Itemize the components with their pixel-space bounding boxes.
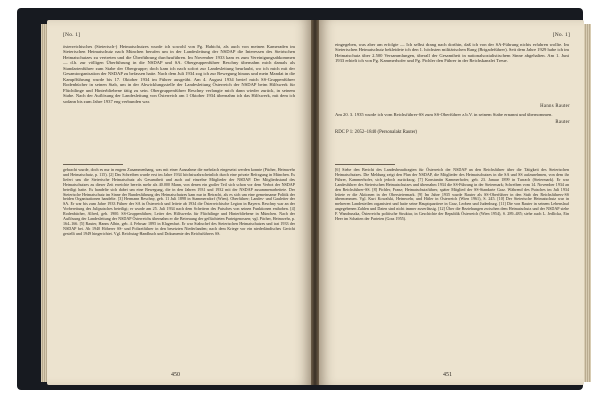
left-page-number: 450 [171, 372, 180, 378]
right-page-header: [No. 1] [552, 32, 570, 38]
left-footnote-separator [63, 164, 123, 165]
book [17, 8, 583, 390]
left-page-header: [No. 1] [63, 32, 81, 38]
left-footnotes-paragraph: gebracht wurde, doch es nur in engem Zusammenhang, was mit einer Ausnahme die mehrfach eingesetzt werden konnte (Pächer, Heimwehr und Heimatschutz, p. 115). [2] Das Schreiben wurde erst im Jahre 1934 höchstwahrscheinlich durch eine private Befragung in München. Es liefert uns die Steierische Heimatschutz als Gesamtheit und auch auf einzelne Mitglieder der NSDAP. Der Mitgliedsstand des Heimatschutzes zu dieser Zeit erreichte bereits mehr als 40.000 Mann, von denen ein großer Teil sich schon vor dem Verbot der NSDAP beteiligt hatte. Es handelte sich dabei um eine Bewegung, die in den Jahren 1931 und 1932 mit der NSDAP zusammenarbeitete. Der Steierische Heimatschutz im Sinne der Bundesführung des Heimatschutzes kam nur in Betracht, als es sich um eine gemeinsame Politik der beiden Organisationen handelte. [3] Hermann Reschny, geb. 11 Juli 1898 in Stammersdorf (Wien). Oberführer; Landes- und Gauleiter der SA. Er war bis zum Jahre 1933 Führer der SA in Österreich und leitete ab 1934 die Österreichische Legion in Bayern. Reschny war an der Vorbereitung des Juliputsches beteiligt; er wurde am 25. Juli 1934 nach dem Scheitern des Putsches von seinen Funktionen enthoben. [4] Rodenbücher, Alfred, geb. 1900. SS-Gruppenführer, Leiter des Hilfswerks für Flüchtlinge und Hinterbliebene in München. Nach der Auflösung der Landesleitung der NSDAP Österreichs übernahm er die Betreuung der geflüchteten Parteigenossen; vgl. Pächer, Heimwehr, p. 164–166. [5] Rauter, Hanns Albin, geb. 4. Februar 1895 in Klagenfurt. Er war Stabschef des Steierischen Heimatschutzes und trat 1933 der NSDAP bei. Ab 1940 Höherer SS- und Polizeiführer in den besetzten Niederlanden; nach dem Kriege vor ein niederländisches Gericht gestellt und 1949 hingerichtet. Vgl. Reichstag-Handbuch und Dokumente des Reichsführers SS. [63, 167, 295, 236]
right-doc2-text [335, 112, 569, 117]
left-page-footnotes [63, 168, 295, 237]
left-page-main-text [63, 44, 295, 104]
right-page-number: 451 [443, 372, 452, 378]
right-footnote-separator [335, 164, 395, 165]
right-footnotes-paragraph: [6] Siehe den Bericht des Landesbeauftragten für Österreich der NSDAP an den Reichsführer über die Tätigkeit des Steierischen Heimatschutzes. Die Meldung zeigt den Plan der NSDAP, die Mitglieder des Heimatschutzes in die SA und SS aufzunehmen, von dem ihr Führer, Kammerhofer, sich jedoch zurückzog. [7] Konstantin Kammerhofer, geb. 23. Januar 1899 in Turrach (Steiermark). Er war Landesführer des Steierischen Heimatschutzes und übernahm 1934 die SS-Führung in der Steiermark; Schreiben vom 14. November 1934 an den Reichsführer-SS. [8] Pichler, Franz; Heimatschutzführer, später Mitglied der SS-Standarte Graz. Während des Putsches im Juli 1934 leitete er die Aktionen in der Obersteiermark. [9] Im Jahre 1935 wurde Rauter als SS-Oberführer in den Stab des Reichsführers-SS übernommen. Vgl. Kurt Kowalski, Heimwehr, und Hitler in Österreich (Wien 1961), S. 245. [10] Der Steierische Heimatschutz war in mehreren Landesteilen organisiert und hatte seine Hauptquartiere in Graz, Leoben und Judenburg. [11] Die von Rauter in seinem Lebenslauf angegebenen Zahlen und Daten sind nicht immer zuverlässig. [12] Über die Beziehungen zwischen dem Heimatschutz und der NSDAP siehe F. Wandruszka, Österreichs politische Struktur, in Geschichte der Republik Österreich (Wien 1954), S. 289–485; siehe auch L. Jedlicka, Ein Heer im Schatten der Parteien (Graz 1955). [335, 167, 569, 222]
book-gutter [311, 20, 319, 385]
left-main-paragraph: österreichisches (Steierisch-) Heimatschutzes wurde ich sowohl von Pg. Habicht, als auch von meinen Kameraden im Steierischen Heimatschutz nach München berufen um in der Landesleitung der NSDAP die Interessen des Steirischen Heimatschutzes zu vertreten und die Überführung durchzuführen. Im November 1933 kam es zum Vereinigungsabkommen — d.h. zur völligen Überführung in die NSDAP und SA. Obergruppenführer Reschny übernahm mich damals als Standartenführer zum Stabe der Obergruppe; doch kam ich nach sofort zur Landesleitung beurlaubt, wo ich mich mit der Gesamtorganisation der NSDAP zu befassen hatte. Nach dem Juli 1934 zog ich zur Bewegung hinaus und mein Mandat in die Kampfführung wurde bis 17. Oktober 1934 im Führer ausgeübt. Am 4. August 1934 berief mich SS-Gruppenführer Rodenbücher in seinen Stab, um in der Abwicklungsstelle der Landesleitung Österreich der NSDAP beim Hilfswerk für Flüchtlinge und Hinterbliebene tätig zu sein. Obergruppenführer Reschny verlangte mich dann wieder zurück, in seinem Stabe. Nach der Auflösung der Landesleitung von Österreich am 1 Oktober 1934 übernahm ich das Hilfswerk, mit dem ich sodann bis zum Jahre 1937 eng verbunden war. [63, 44, 295, 104]
right-doc2-paragraph: Am 20. 3. 1935 wurde ich vom Reichsführer-SS zum SS-Oberführer z.b.V. in seinem Stabe ernannt und übernommen. [335, 112, 553, 117]
document-reference: RDC P 1: 2052–1840 (Personalakt Rauter) [335, 130, 418, 135]
page-edges-right [584, 24, 591, 382]
left-page [47, 20, 311, 385]
signature-rauter: Rauter [555, 120, 570, 125]
signature-hanns-rauter: Hanns Rauter [540, 104, 570, 109]
right-page-footnotes [335, 168, 569, 222]
right-main-paragraph: eingegeben, was aber am erfolgte — Ich selbst drang nach dorthin, daß ich von der SA-Führung nichts erfahren wollte. Im Steierischen Heimatschutz bekleidete ich den 1. höchsten militärischen Rang (Brigadeführer). Seit dem Jahre 1929 habe ich im Heimatschutz über 2.500 Versammlungen, überall der Gesamtheit in nationalsozialistischem Sinne abgehalten. Am 1. Juni 1933 erhielt ich von Pg. Kammerhofer und Pg. Pichler den Führer in der Reichskanzlei Treue. [335, 42, 569, 64]
right-page [319, 20, 584, 385]
right-page-main-text [335, 42, 569, 64]
